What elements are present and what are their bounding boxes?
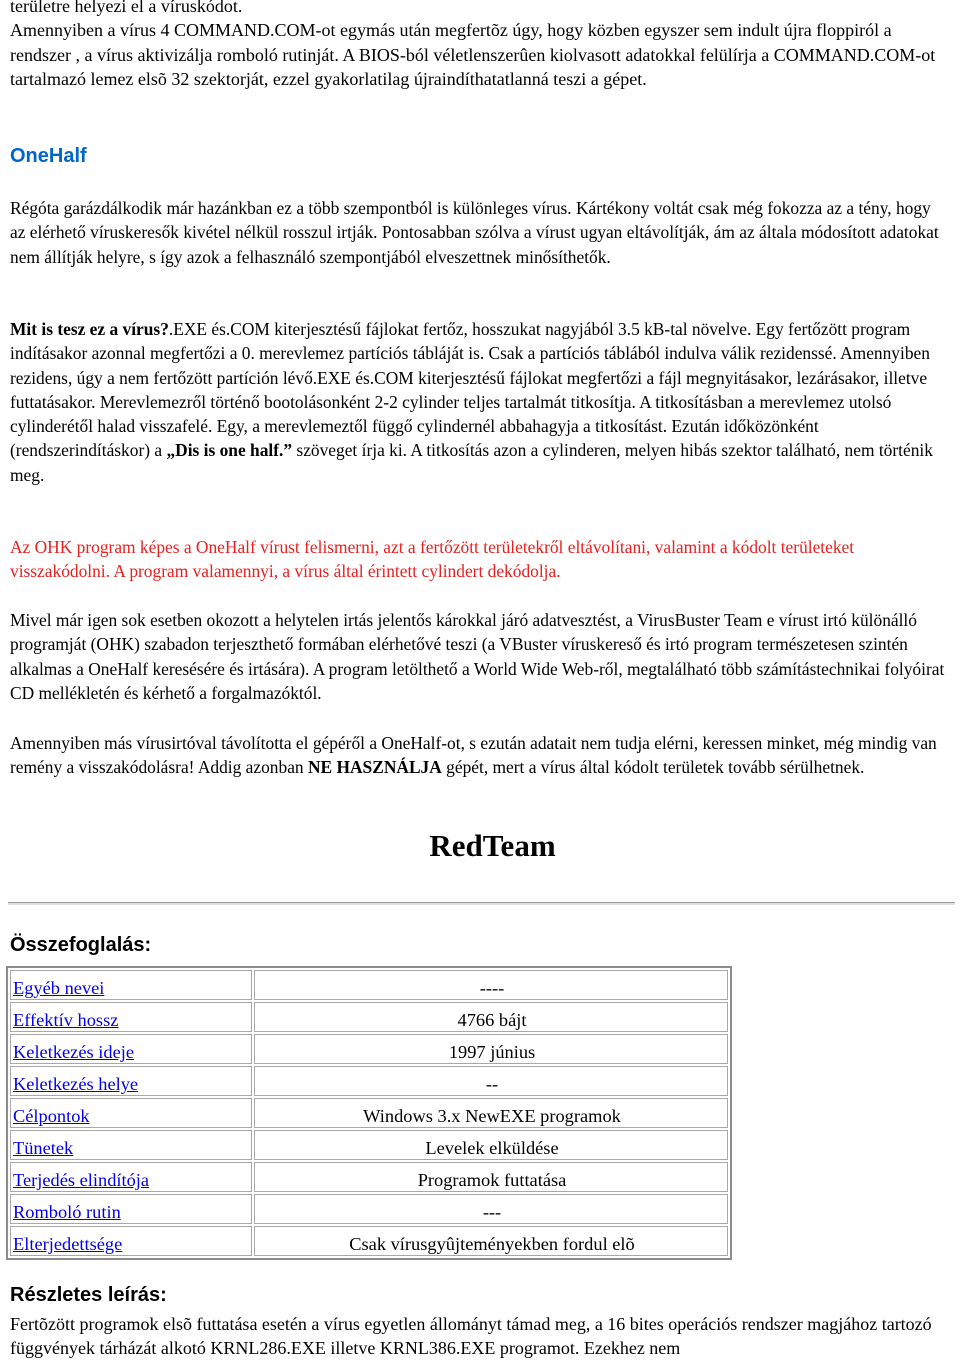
table-row xyxy=(10,1130,728,1160)
virusbuster-paragraph: Mivel már igen sok esetben okozott a helytelen irtás jelentős károkkal járó adatvesztést, a VirusBuster Team e vírust irtó különálló programját (OHK) szabadon terjeszthető formában elérhetővé teszi (a VBuster víruskereső és irtó program természetesen szintén alkalmas a OneHalf keresésére és irtására). A program letölthető a World Wide Web-ről, megtalálható több számítástechnikai folyóirat CD mellékletén és kérhető a forgalmazóktól. xyxy=(10,610,945,703)
what-does-it-do-label: Mit is tesz ez a vírus? xyxy=(10,319,169,339)
table-row xyxy=(10,1066,728,1096)
onehalf-paragraph-2-text-a: .EXE és.COM kiterjesztésű fájlokat fertőz, hosszukat nagyjából 3.5 kB-tal növelve. Egy fertőzött program indításakor azonnal megfertőzi a 0. merevlemez partíciós tábláját is. Csak a partíciós táblából indulva válik rezidenssé. Amennyiben rezidens, úgy a nem fertőzött partíción lévő.EXE és.COM kiterjesztésű fájlokat megfertőzi a fájl megnyitásakor, lezárásakor, illetve futtatásakor. Merevlemezről történő bootolásonként 2-2 cylinder teljes tartalmát titkosítja. A titkosításban a merevlemez utolsó cylinderétől halad visszafelé. Egy, a merevlemeztől függő cylindernél abbahagyja a titkosítást. Ezután időközönként (rendszerindításkor) a xyxy=(10,319,930,461)
summary-link-symptoms[interactable]: Tünetek xyxy=(13,1138,74,1158)
table-row xyxy=(10,1098,728,1128)
summary-value-prevalence: Csak vírusgyûjteményekben fordul elõ xyxy=(254,1226,728,1256)
table-row xyxy=(10,1034,728,1064)
summary-table-body xyxy=(10,970,728,1256)
summary-value-origin-place: -- xyxy=(254,1066,728,1096)
summary-link-targets[interactable]: Célpontok xyxy=(13,1106,90,1126)
table-row xyxy=(10,970,728,1000)
summary-link-other-names[interactable]: Egyéb nevei xyxy=(13,978,105,998)
onehalf-paragraph-2 xyxy=(10,317,955,487)
onehalf-paragraph-1: Régóta garázdálkodik már hazánkban ez a több szempontból is különleges vírus. Kártékony voltát csak még fokozza az a tény, hogy az elérhető víruskeresők kivétel nélkül rosszul irtják. Pontosabban szólva a vírust ugyan eltávolítják, ám az általa módosított adatokat nem állítják helyre, s így azok a felhasználó szempontjából elveszettnek minősíthetők. xyxy=(10,198,939,267)
detail-heading: Részletes leírás: xyxy=(10,1284,167,1306)
summary-value-symptoms: Levelek elküldése xyxy=(254,1130,728,1160)
summary-link-spread-trigger[interactable]: Terjedés elindítója xyxy=(13,1170,150,1190)
warning-text-b: gépét, mert a vírus által kódolt területek tovább sérülhetnek. xyxy=(441,757,865,778)
summary-value-payload: --- xyxy=(254,1194,728,1224)
detail-paragraph-1: Fertõzött programok elsõ futtatása esetén a vírus egyetlen állományt támad meg, a 16 bites operációs rendszer magjához tartozó függvények tárházát alkotó KRNL286.EXE illetve KRNL386.EXE programot. Ezekhez nem xyxy=(10,1314,932,1359)
summary-value-effective-length: 4766 bájt xyxy=(254,1002,728,1032)
summary-link-origin-place[interactable]: Keletkezés helye xyxy=(13,1074,139,1094)
intro-line-2: Amennyiben a vírus 4 COMMAND.COM-ot egymás után megfertõz úgy, hogy közben egyszer sem indult újra floppiról a rendszer , a vírus aktivizálja romboló rutinját. A BIOS-ból véletlenszerûen kiolvasott adatokkal felülírja a COMMAND.COM-ot tartalmazó lemez elsõ 32 szektorját, ezzel gyakorlatilag újraindíthatatlanná teszi a gépet. xyxy=(10,20,936,90)
table-row xyxy=(10,1194,728,1224)
table-row xyxy=(10,1226,728,1256)
summary-value-other-names: ---- xyxy=(254,970,728,1000)
summary-link-payload[interactable]: Romboló rutin xyxy=(13,1202,121,1222)
ohk-program-paragraph: Az OHK program képes a OneHalf vírust felismerni, azt a fertőzött területekről eltávolítani, valamint a kódolt területeket visszakódolni. A program valamennyi, a vírus által érintett cylindert dekódolja. xyxy=(10,537,855,582)
table-row xyxy=(10,1002,728,1032)
onehalf-heading: OneHalf xyxy=(10,145,87,167)
intro-text xyxy=(10,0,955,92)
summary-link-prevalence[interactable]: Elterjedettsége xyxy=(13,1234,123,1254)
dis-is-one-half-quote: „Dis is one half.” xyxy=(166,440,293,461)
summary-value-origin-date: 1997 június xyxy=(254,1034,728,1064)
summary-link-effective-length[interactable]: Effektív hossz xyxy=(13,1010,119,1030)
summary-link-origin-date[interactable]: Keletkezés ideje xyxy=(13,1042,135,1062)
horizontal-divider xyxy=(8,902,955,905)
intro-line-1: területre helyezi el a víruskódot. xyxy=(10,0,243,16)
do-not-use-warning: NE HASZNÁLJA xyxy=(307,757,442,778)
warning-paragraph xyxy=(10,731,955,780)
redteam-title: RedTeam xyxy=(429,828,556,863)
summary-table xyxy=(6,966,732,1260)
onehalf-paragraph-2-text-b: szöveget írja ki. A titkosítás azon a cylinderen, melyen hibás szektor található, nem történik meg. xyxy=(10,440,933,485)
summary-value-targets: Windows 3.x NewEXE programok xyxy=(254,1098,728,1128)
summary-heading: Összefoglalás: xyxy=(10,934,152,956)
table-row xyxy=(10,1162,728,1192)
warning-text-a: Amennyiben más vírusirtóval távolította el gépéről a OneHalf-ot, s ezután adatait nem tudja elérni, keressen minket, még mindig van remény a visszakódolásra! Addig azonban xyxy=(10,733,937,778)
summary-value-spread-trigger: Programok futtatása xyxy=(254,1162,728,1192)
